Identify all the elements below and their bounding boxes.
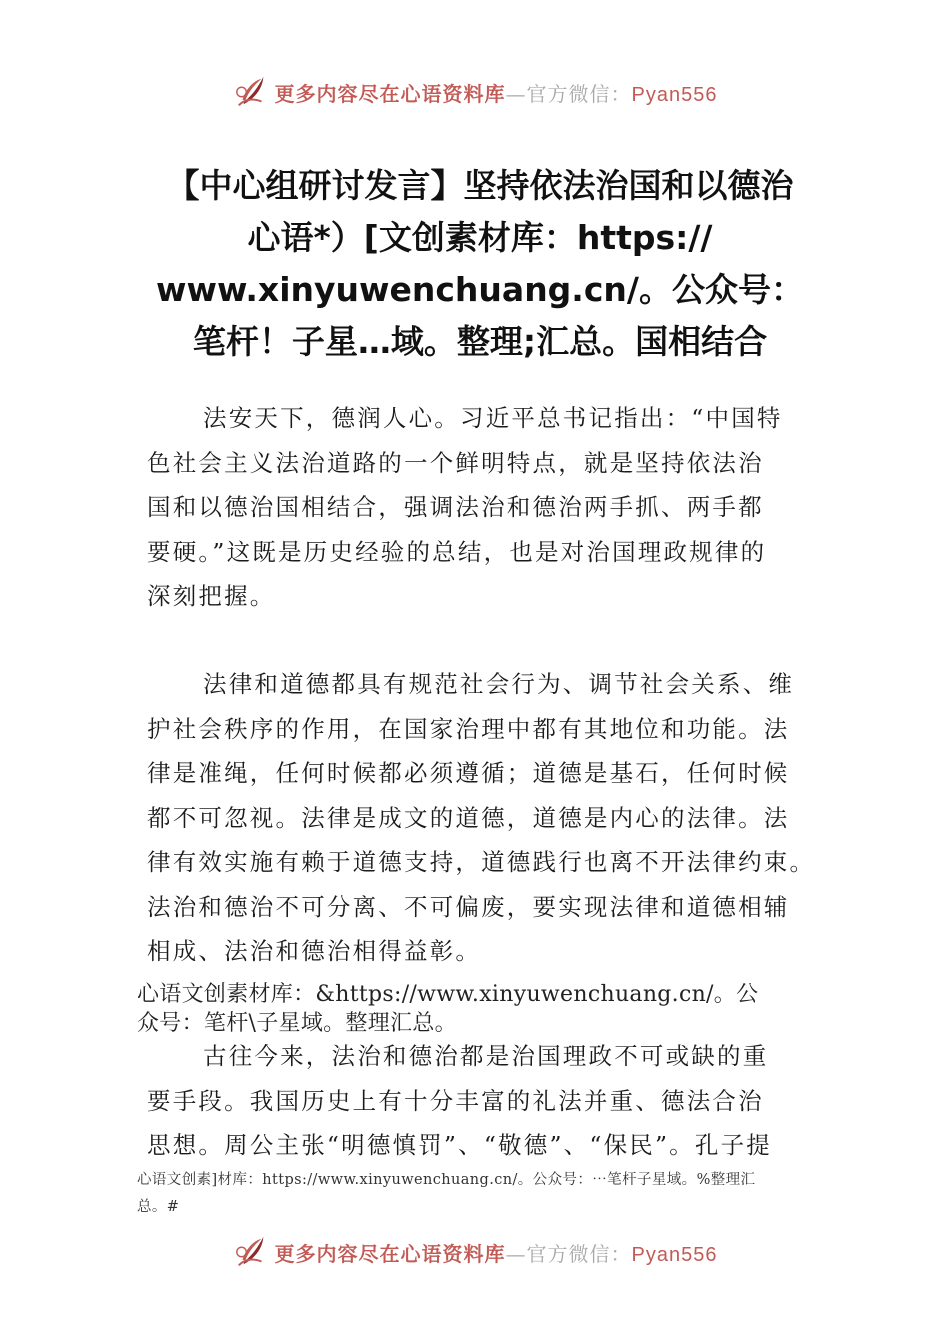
- paragraph-line: 色社会主义法治道路的一个鲜明特点，就是坚持依法治: [147, 448, 764, 477]
- quill-logo-icon: [233, 1233, 271, 1271]
- paragraph-2: [147, 662, 827, 974]
- paragraph-line: 法律和道德都具有规范社会行为、调节社会关系、维: [203, 670, 795, 698]
- paragraph-1: [147, 396, 827, 619]
- paragraph-line: 古往今来，法治和德治都是治国理政不可或缺的重: [203, 1042, 769, 1070]
- paragraph-3: [147, 1034, 827, 1168]
- document-title: [80, 160, 880, 368]
- banner-dash-text: —官方微信：: [505, 1241, 632, 1266]
- banner-main-text: 更多内容尽在心语资料库: [274, 1241, 506, 1266]
- title-line: 【中心组研讨发言】坚持依法治国和以德治: [166, 166, 794, 205]
- paragraph-line: 相成、法治和德治相得益彰。: [147, 937, 482, 965]
- title-line: 心语*）[文创素材库：https://: [247, 218, 713, 257]
- source-note-line: 心语文创素材库：&https://www.xinyuwenchuang.cn/。公: [137, 982, 759, 1007]
- source-note-line: 众号：笔杆\子星域。整理汇总。: [137, 1011, 457, 1036]
- banner-wechat-id: Pyan556: [631, 83, 718, 106]
- paragraph-line: 护社会秩序的作用，在国家治理中都有其地位和功能。法: [147, 714, 790, 743]
- banner-dash-text: —官方微信：: [505, 81, 632, 106]
- footer-note-line: 心语文创素]材库：https://www.xinyuwenchuang.cn/。公众号：⋯笔杆子星域。%整理汇: [137, 1172, 756, 1188]
- paragraph-line: 国和以德治国相结合，强调法治和德治两手抓、两手都: [147, 493, 764, 521]
- source-note: [137, 980, 837, 1038]
- paragraph-line: 律有效实施有赖于道德支持，道德践行也离不开法律约束。: [147, 848, 816, 876]
- footer-banner: [0, 1230, 950, 1274]
- paragraph-line: 都不可忽视。法律是成文的道德，道德是内心的法律。法: [147, 803, 790, 832]
- title-line: 笔杆！子星…域。整理;汇总。国相结合: [192, 322, 768, 361]
- banner-text: [275, 1238, 718, 1267]
- paragraph-line: 思想。周公主张“明德慎罚”、“敬德”、“保民”。孔子提: [147, 1131, 772, 1159]
- footer-note-line: 总。#: [137, 1199, 180, 1215]
- paragraph-line: 法安天下，德润人心。习近平总书记指出：“中国特: [203, 404, 783, 432]
- paragraph-line: 法治和德治不可分离、不可偏废，要实现法律和道德相辅: [147, 892, 790, 921]
- paragraph-line: 要硬。”这既是历史经验的总结，也是对治国理政规律的: [147, 537, 767, 566]
- paragraph-line: 律是准绳，任何时候都必须遵循；道德是基石，任何时候: [147, 759, 790, 787]
- banner-text: [275, 78, 718, 107]
- footer-source-note: [137, 1167, 837, 1221]
- paragraph-line: 深刻把握。: [147, 582, 276, 610]
- banner-wechat-id: Pyan556: [631, 1243, 718, 1266]
- quill-logo-icon: [233, 73, 271, 111]
- banner-main-text: 更多内容尽在心语资料库: [274, 81, 506, 106]
- paragraph-line: 要手段。我国历史上有十分丰富的礼法并重、德法合治: [147, 1086, 764, 1115]
- header-banner: [0, 70, 950, 114]
- title-line: www.xinyuwenchuang.cn/。公众号：: [156, 270, 804, 309]
